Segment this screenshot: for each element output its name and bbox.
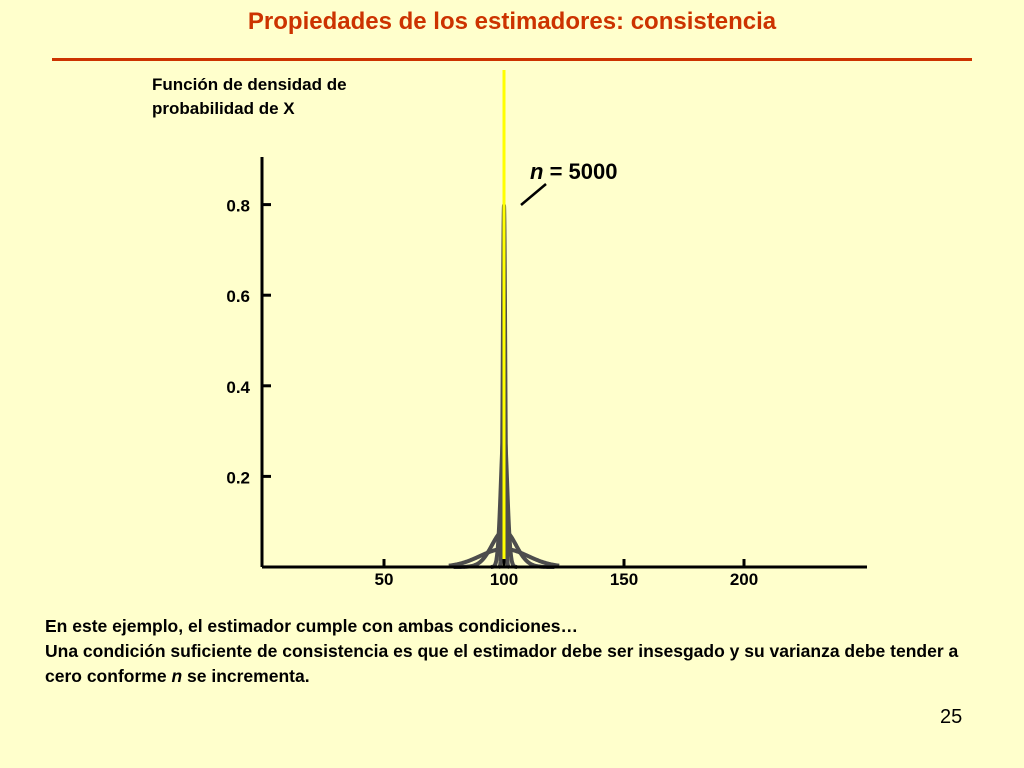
explanation-line-2-prefix: Una condición suficiente de consistencia es que el estimador debe ser insesgado y su varianza debe tender a cero conforme xyxy=(45,641,959,686)
x-tick-label: 50 xyxy=(374,570,394,589)
annotation-var: n xyxy=(530,159,544,184)
annotation-label xyxy=(530,159,617,184)
x-tick-label: 150 xyxy=(609,570,639,589)
y-tick-label: 0.6 xyxy=(226,287,250,307)
x-tick-label: 200 xyxy=(729,570,759,589)
y-tick-label: 0.2 xyxy=(226,468,250,488)
x-tick-label: 100 xyxy=(489,570,519,589)
y-ticks xyxy=(226,197,271,488)
y-tick-label: 0.4 xyxy=(226,377,250,397)
y-axis-label: Función de densidad de probabilidad de X xyxy=(152,75,347,118)
slide-title: Propiedades de los estimadores: consistencia xyxy=(247,8,777,35)
explanation-line-2 xyxy=(45,639,995,689)
y-tick-label: 0.8 xyxy=(226,196,250,216)
explanation-line-2-var: n xyxy=(171,666,183,686)
annotation-value: = 5000 xyxy=(543,159,618,184)
x-ticks xyxy=(375,559,759,589)
annotation-pointer xyxy=(521,184,546,205)
explanation-text xyxy=(45,614,995,689)
explanation-line-1: En este ejemplo, el estimador cumple con ambas condiciones… xyxy=(45,616,578,636)
explanation-line-2-suffix: se incrementa. xyxy=(182,666,310,686)
page-number: 25 xyxy=(940,706,963,728)
